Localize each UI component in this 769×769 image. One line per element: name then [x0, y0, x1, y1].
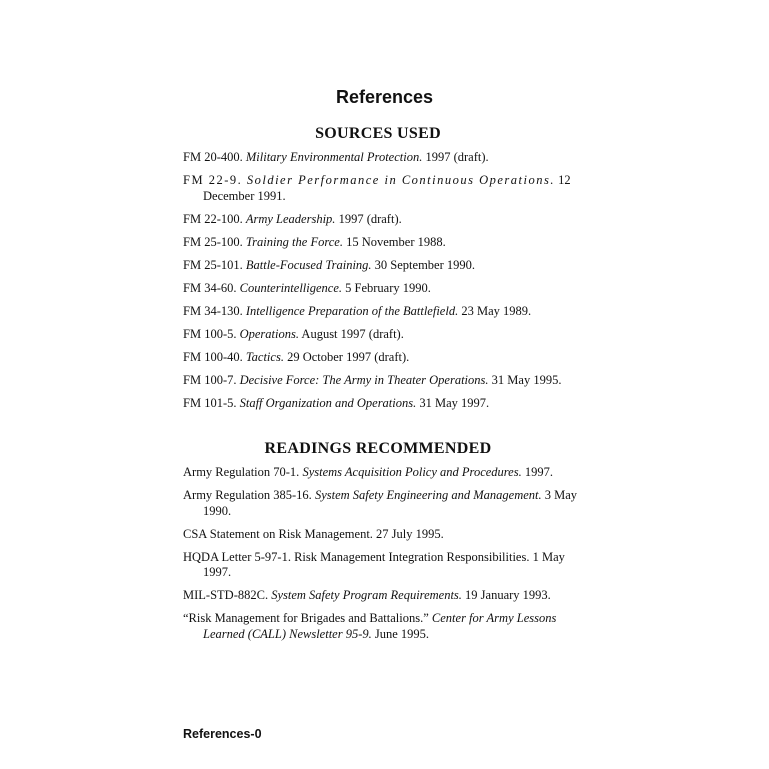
reference-item	[183, 281, 578, 297]
reference-date: 5 February 1990.	[342, 280, 431, 295]
reference-title: Systems Acquisition Policy and Procedures.	[302, 465, 522, 479]
reference-date: 30 September 1990.	[371, 257, 476, 272]
reference-item	[183, 327, 578, 343]
readings-recommended-list	[183, 465, 578, 650]
reference-item	[183, 527, 578, 543]
reference-date: 12 December 1991.	[203, 173, 571, 203]
sources-used-list	[183, 150, 578, 420]
reference-designation: “Risk Management for Brigades and Battalions.”	[183, 611, 432, 626]
section-heading-sources-used: SOURCES USED	[315, 125, 441, 142]
reference-title: Decisive Force: The Army in Theater Operations.	[239, 373, 489, 388]
reference-title: Staff Organization and Operations.	[239, 396, 417, 411]
reference-designation: FM 100-5.	[183, 327, 240, 342]
reference-date: 31 May 1995.	[488, 373, 562, 388]
reference-item	[183, 235, 578, 251]
reference-designation: FM 25-100.	[183, 234, 246, 249]
reference-item	[183, 212, 578, 228]
reference-title: Tactics.	[245, 350, 284, 365]
reference-designation: FM 22-100.	[183, 211, 246, 226]
reference-item	[183, 304, 578, 320]
reference-date: June 1995.	[371, 626, 430, 641]
reference-item	[183, 611, 578, 642]
reference-item	[183, 173, 578, 204]
reference-designation: FM 20-400.	[183, 150, 246, 164]
reference-designation: CSA Statement on Risk Management. 27 July 1995.	[183, 526, 444, 541]
reference-title: Army Leadership.	[245, 211, 336, 226]
reference-designation: MIL-STD-882C.	[183, 588, 272, 603]
reference-item	[183, 588, 578, 604]
reference-title: Operations.	[239, 327, 299, 342]
reference-date: 23 May 1989.	[458, 304, 532, 319]
reference-date: 1997 (draft).	[422, 150, 489, 164]
reference-item	[183, 550, 578, 581]
reference-title: Soldier Performance in Continuous Operations.	[246, 173, 555, 188]
reference-title: Military Environmental Protection.	[245, 150, 423, 164]
page-title: References	[335, 87, 434, 107]
reference-date: 19 January 1993.	[461, 588, 551, 603]
reference-designation: HQDA Letter 5-97-1. Risk Management Integration Responsibilities. 1 May 1997.	[183, 549, 565, 580]
reference-item	[183, 465, 578, 481]
reference-title: Training the Force.	[245, 234, 343, 249]
reference-item	[183, 150, 578, 166]
reference-date: 15 November 1988.	[342, 234, 446, 249]
reference-designation: FM 34-130.	[183, 304, 246, 319]
reference-designation: Army Regulation 385-16.	[183, 488, 315, 503]
reference-date: 3 May 1990.	[203, 488, 578, 518]
section-heading-readings-recommended: READINGS RECOMMENDED	[264, 440, 492, 457]
reference-title: Center for Army Lessons Learned (CALL) Newsletter 95-9.	[203, 611, 557, 641]
reference-title: System Safety Program Requirements.	[271, 588, 462, 603]
reference-title: Counterintelligence.	[239, 280, 343, 295]
reference-item	[183, 258, 578, 274]
reference-item	[183, 350, 578, 366]
reference-designation: FM 25-101.	[183, 257, 246, 272]
reference-designation: FM 100-40.	[183, 350, 246, 365]
page-footer: References-0	[183, 727, 262, 741]
reference-item	[183, 373, 578, 389]
reference-date: 1997 (draft).	[335, 211, 402, 226]
reference-item	[183, 488, 578, 519]
reference-designation: FM 34-60.	[183, 280, 240, 295]
reference-title: System Safety Engineering and Management.	[314, 488, 542, 503]
reference-designation: FM 22-9.	[183, 173, 247, 188]
reference-item	[183, 396, 578, 412]
reference-title: Intelligence Preparation of the Battlefield.	[245, 304, 459, 319]
reference-date: 1997.	[521, 465, 553, 479]
reference-designation: FM 101-5.	[183, 396, 240, 411]
reference-designation: FM 100-7.	[183, 373, 240, 388]
reference-date: 31 May 1997.	[416, 396, 490, 411]
reference-date: August 1997 (draft).	[298, 327, 404, 342]
reference-designation: Army Regulation 70-1.	[183, 465, 303, 479]
reference-date: 29 October 1997 (draft).	[283, 350, 410, 365]
reference-title: Battle-Focused Training.	[245, 257, 372, 272]
